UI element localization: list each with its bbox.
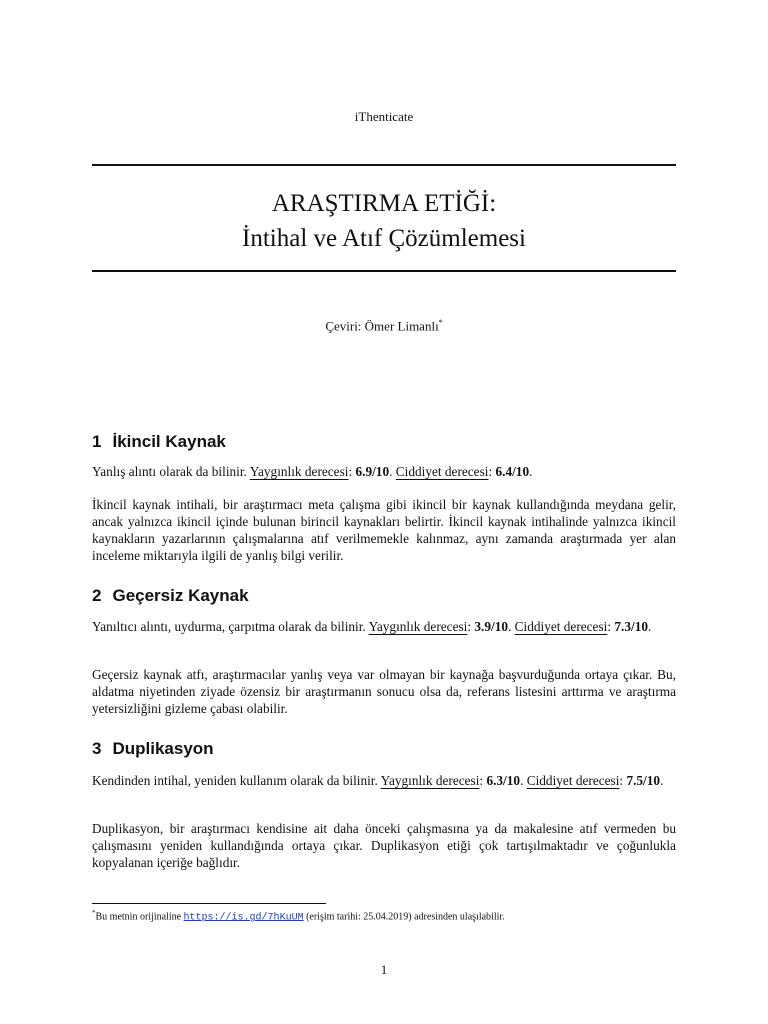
aka-text: Kendinden intihal, yeniden kullanım olarak da bilinir. (92, 773, 378, 788)
document-title (0, 186, 768, 256)
severity-value: 7.5/10 (626, 773, 661, 788)
severity-value: 7.3/10 (614, 619, 648, 634)
section-title: Duplikasyon (112, 739, 214, 758)
byline-footnote-mark: * (438, 318, 443, 327)
frequency-label: Yaygınlık derecesi (380, 773, 480, 788)
byline-text: Çeviri: Ömer Limanlı (325, 318, 439, 334)
section-heading-3 (92, 739, 214, 759)
section-2-body: Geçersiz kaynak atfı, araştırmacılar yanlış veya var olmayan bir kaynağa başvurduğunda ortaya çıkar. Bu, aldatma niyetinden ziyade özensiz bir araştırmanın sonucu olsa da, referans listesini arttırma ve araştırma yetersizliğini gizleme çabası olabilir. (92, 667, 676, 716)
section-number: 2 (92, 586, 102, 605)
section-3-meta: Kendinden intihal, yeniden kullanım olarak da bilinir. Yaygınlık derecesi: 6.3/10. Ciddiyet derecesi: 7.5/10. (92, 773, 664, 788)
section-title: Geçersiz Kaynak (112, 586, 249, 605)
section-title: İkincil Kaynak (112, 432, 226, 451)
title-rule-top (92, 164, 676, 166)
frequency-label: Yaygınlık derecesi (249, 464, 349, 479)
publisher-name: iThenticate (354, 109, 414, 124)
title-line-2: İntihal ve Atıf Çözümlemesi (242, 225, 526, 252)
footnote-rule (92, 903, 326, 904)
section-number: 3 (92, 739, 102, 758)
byline (0, 318, 768, 334)
title-rule-bottom (92, 270, 676, 272)
severity-label: Ciddiyet derecesi (514, 619, 608, 634)
frequency-value: 6.9/10 (355, 464, 390, 479)
section-2-meta: Yanıltıcı alıntı, uydurma, çarpıtma olarak da bilinir. Yaygınlık derecesi: 3.9/10. Ciddiyet derecesi: 7.3/10. (92, 619, 652, 634)
footnote (92, 906, 676, 925)
section-1-body: İkincil kaynak intihali, bir araştırmacı meta çalışma gibi ikincil bir kaynak kullandığında meydana gelir, ancak yalnızca ikincil içinde bulunan birincil kaynakları belirtir. İkincil kaynak intihalinde yalnızca ikincil kaynakların yazarlarının çalışmalarına atıf verilmemekle kalınmaz, aynı zamanda araştırmada yer alan inceleme miktarıyla ilgili de yanlış bilgi verilir. (92, 497, 676, 563)
section-1-meta: Yanlış alıntı olarak da bilinir. Yaygınlık derecesi: 6.9/10. Ciddiyet derecesi: 6.4/10. (92, 464, 533, 479)
aka-text: Yanlış alıntı olarak da bilinir. (92, 464, 247, 479)
severity-value: 6.4/10 (495, 464, 530, 479)
footnote-text-before: Bu metnin orijinaline (95, 911, 184, 923)
frequency-label: Yaygınlık derecesi (368, 619, 468, 634)
footnote-text-after: (erişim tarihi: 25.04.2019) adresinden ulaşılabilir. (303, 911, 505, 923)
section-number: 1 (92, 432, 102, 451)
section-heading-2 (92, 586, 249, 606)
aka-text: Yanıltıcı alıntı, uydurma, çarpıtma olarak da bilinir. (92, 619, 366, 634)
title-line-1: ARAŞTIRMA ETİĞİ: (271, 190, 497, 217)
footnote-link[interactable]: https://is.gd/7hKuUM (183, 912, 304, 924)
severity-label: Ciddiyet derecesi (395, 464, 489, 479)
frequency-value: 6.3/10 (486, 773, 521, 788)
section-3-body: Duplikasyon, bir araştırmacı kendisine ait daha önceki çalışmasına ya da makalesine atıf vermeden bu çalışmasını yeniden kullandığında ortaya çıkar. Duplikasyon etiği çok tartışılmaktadır ve çoğunlukla kopyalanan içeriğe bağlıdır. (92, 821, 676, 870)
page-number: 1 (380, 962, 388, 977)
severity-label: Ciddiyet derecesi (526, 773, 620, 788)
frequency-value: 3.9/10 (474, 619, 508, 634)
section-heading-1 (92, 432, 226, 452)
footnote-mark: * (92, 909, 96, 917)
